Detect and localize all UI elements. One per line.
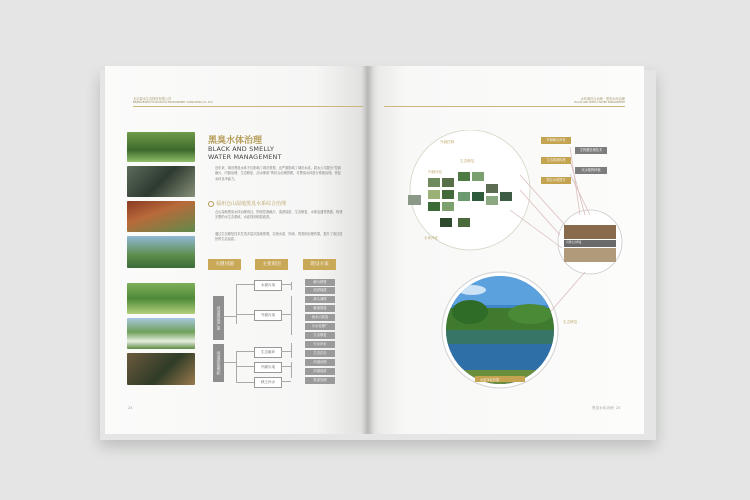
project-subheading-text: 福州仓山湿地黑臭水系综合治理 bbox=[216, 201, 287, 207]
page-title-en-line2: WATER MANAGEMENT bbox=[208, 153, 282, 161]
page-title-zh: 黑臭水体治理 bbox=[208, 136, 263, 146]
solution-box-3: 源头减排 bbox=[305, 296, 335, 303]
photo-thumb bbox=[472, 172, 484, 181]
col-header-solutions: 建设方案 bbox=[303, 259, 336, 270]
col-header-causes: 主要原因 bbox=[255, 259, 288, 270]
tag-ecosystem: 生态系统构建 bbox=[541, 157, 571, 164]
photo-thumb bbox=[458, 218, 470, 227]
connector bbox=[281, 351, 291, 352]
project-subheading bbox=[208, 200, 286, 207]
photo-thumb bbox=[458, 172, 470, 181]
right-header-rule bbox=[384, 106, 625, 107]
photo-people bbox=[127, 353, 195, 385]
cause-box-4: 内源污染 bbox=[254, 362, 282, 373]
right-header-section: 水环境综合治理 · 黑臭水体治理 bbox=[580, 97, 625, 101]
solution-box-2: 清淤疏浚 bbox=[305, 287, 335, 294]
tag-detail-2: 沉水植物种植 bbox=[575, 167, 607, 174]
connector bbox=[281, 381, 291, 382]
photo-caption: 水质净化效果 bbox=[480, 378, 500, 382]
circle-label-3: 生态修复 bbox=[460, 159, 475, 163]
solution-box-8: 引水补水 bbox=[305, 341, 335, 348]
circle-label-1: 外源控制 bbox=[440, 140, 455, 144]
connector bbox=[236, 366, 256, 367]
connector bbox=[291, 362, 292, 378]
connector bbox=[281, 366, 291, 367]
connector bbox=[224, 316, 236, 317]
photo-thumb bbox=[442, 190, 454, 199]
connector bbox=[236, 382, 256, 383]
left-page-number: 24 bbox=[128, 406, 133, 410]
photo-strip bbox=[564, 225, 616, 239]
solution-box-7: 生态修复 bbox=[305, 332, 335, 339]
photo-strip bbox=[564, 248, 616, 262]
connector bbox=[281, 284, 291, 285]
project-paragraph-1: 仓山湿地黑臭水体治理项目，围绕控源截污、清淤疏浚、生态修复、水系连通等措施，构建完整的水生态系统，水质得到明显改善。 bbox=[215, 210, 343, 220]
tag-external: 外源截污净化 bbox=[541, 137, 571, 144]
right-footer-text: 黑臭水体治理 bbox=[592, 406, 614, 410]
solution-box-1: 截污纳管 bbox=[305, 279, 335, 286]
connector bbox=[570, 174, 590, 215]
result-caption: 河道生态修复 bbox=[566, 241, 582, 244]
photo-thumb bbox=[428, 190, 440, 199]
bottom-label: 生态修复 bbox=[563, 320, 578, 324]
photo-thumb bbox=[486, 196, 498, 205]
problem-box-1: 河道黑臭严重 bbox=[213, 296, 224, 340]
cause-box-2: 外源污染 bbox=[254, 310, 282, 321]
photo-thumb bbox=[500, 192, 512, 201]
tag-detail-1: 生物膜处理技术 bbox=[575, 147, 607, 154]
photo-thumb bbox=[428, 202, 440, 211]
spine-shadow bbox=[362, 66, 374, 434]
solution-box-11: 河道清淤 bbox=[305, 368, 335, 375]
connector bbox=[291, 296, 292, 335]
photo-reeds bbox=[127, 283, 195, 314]
tag-in-situ: 原位水质提升 bbox=[541, 177, 571, 184]
left-header-company: 北京碧水生态科技有限公司 bbox=[133, 97, 172, 101]
left-header-rule bbox=[133, 106, 363, 107]
photo-thumb bbox=[472, 192, 484, 201]
solution-box-9: 生态浮岛 bbox=[305, 350, 335, 357]
solution-box-12: 底泥处理 bbox=[305, 377, 335, 384]
connector bbox=[291, 343, 292, 358]
solution-box-6: 污水处理厂 bbox=[305, 323, 335, 330]
solution-box-4: 截流管道 bbox=[305, 305, 335, 312]
connector bbox=[570, 147, 580, 215]
connector bbox=[236, 314, 256, 315]
photo-lake-park bbox=[127, 236, 195, 268]
photo-thumb bbox=[442, 178, 454, 187]
photo-thumb bbox=[408, 195, 421, 205]
cause-box-3: 生态破坏 bbox=[254, 347, 282, 358]
photo-river-trees bbox=[127, 201, 195, 232]
photo-thumb bbox=[442, 202, 454, 211]
cause-box-1: 水源污染 bbox=[254, 280, 282, 291]
connector bbox=[236, 284, 237, 324]
cause-box-5: 缺乏补水 bbox=[254, 377, 282, 388]
col-header-problems: 关键问题 bbox=[208, 259, 241, 270]
photo-thumb bbox=[486, 184, 498, 193]
photo-thumb bbox=[458, 192, 470, 201]
intro-paragraph: 近年来，城市黑臭水体不仅影响了城市景观，也严重影响了城市水质。碧水公司提出“控源截污、内源治理、生态修复、活水保质”的综合治理思路，对黑臭水体进行系统治理，恢复水体自净能力。 bbox=[215, 166, 341, 181]
photo-flowers bbox=[127, 318, 195, 349]
circle-label-4: 水体净化 bbox=[424, 236, 439, 240]
page-title-en-line1: BLACK AND SMELLY bbox=[208, 145, 275, 153]
photo-thumb bbox=[440, 218, 452, 227]
photo-worker bbox=[127, 166, 195, 197]
right-header-section-en: BLACK AND SMELLY WATER MANAGEMENT bbox=[574, 101, 625, 104]
connector bbox=[236, 284, 256, 285]
right-page-number: 25 bbox=[616, 406, 621, 410]
bullet-icon bbox=[208, 201, 214, 207]
photo-thumb bbox=[428, 178, 440, 187]
connector bbox=[224, 362, 236, 363]
connector bbox=[236, 351, 256, 352]
project-paragraph-2: 通过生态修复技术打造多层次湿地景观，实现水清、岸绿、景美的治理效果，提升了周边居民的生活品质。 bbox=[215, 232, 343, 242]
left-header-company-en: BEIJING BISHUI ECOLOGICAL ENVIRONMENT CONSULTING CO., LTD. bbox=[133, 101, 214, 104]
solution-box-5: 雨水口改造 bbox=[305, 314, 335, 321]
circle-label-2: 内源净化 bbox=[428, 170, 443, 174]
connector bbox=[291, 282, 292, 290]
connector bbox=[545, 272, 585, 318]
connector bbox=[281, 314, 291, 315]
lake-photo bbox=[440, 270, 560, 390]
solution-box-10: 河道治理 bbox=[305, 359, 335, 366]
process-diagram bbox=[380, 130, 650, 430]
photo-wetland-1 bbox=[127, 132, 195, 162]
problem-box-2: 河道淤泥堆积 bbox=[213, 344, 224, 382]
